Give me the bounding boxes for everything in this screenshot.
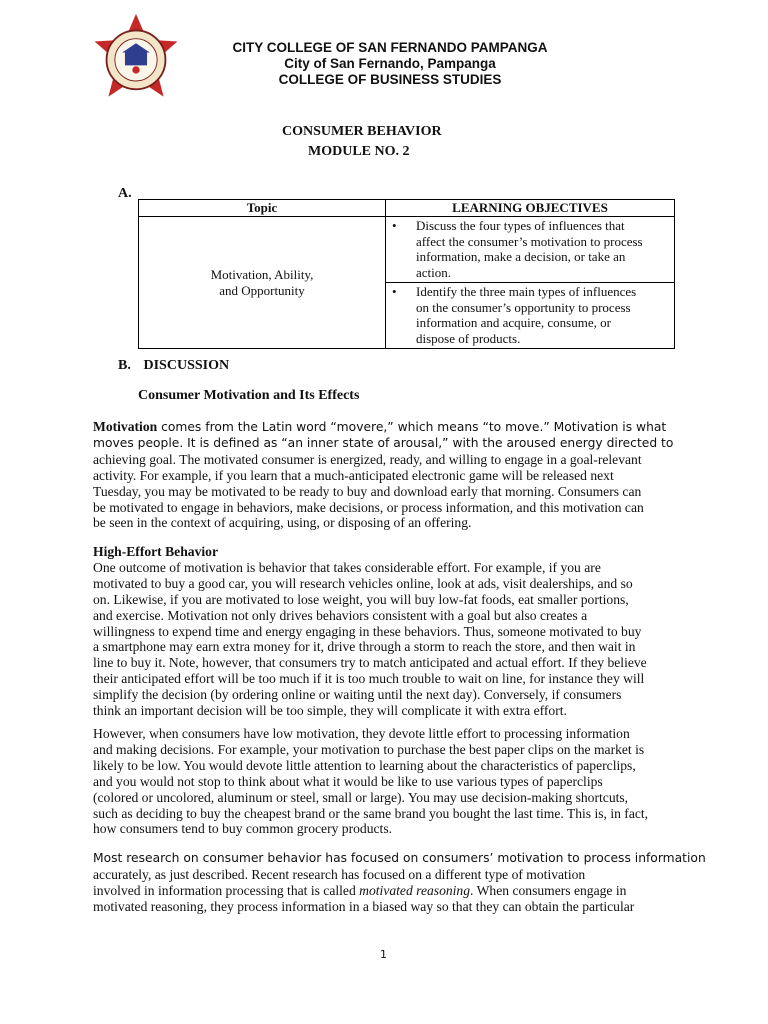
paragraph-line: Tuesday, you may be motivated to be ready to buy and download early that morning. Consumers can (93, 483, 642, 499)
topic-line: and Opportunity (219, 282, 305, 298)
paragraph-line: a smartphone may earn extra money for it, drive through a storm to reach the store, and then wait in (93, 639, 636, 655)
objective-line: information and acquire, consume, or (416, 315, 611, 330)
paragraph-line: their anticipated effort will be too much if it is too much trouble to wait on line, for instance they will (93, 671, 645, 687)
paragraph-line: be motivated to engage in behaviors, make decisions, or process information, and this motivation can (93, 499, 644, 515)
table-header-row (139, 200, 675, 217)
objective-line: Identify the three main types of influences (416, 284, 637, 299)
paragraph-line: activity. For example, if you learn that a much-anticipated electronic game will be released next (93, 467, 614, 483)
objective-cell (386, 217, 675, 283)
section-b-heading (118, 358, 229, 374)
paragraph-line: willingness to expend time and energy engaging in these behaviors. Thus, someone motivated to buy (93, 623, 642, 639)
paragraph-line: . When consumers engage in (470, 882, 627, 898)
term-motivated-reasoning: motivated reasoning (359, 882, 471, 898)
term-motivation: Motivation (93, 419, 158, 434)
paragraph-line: (colored or uncolored, aluminum or steel, small or large). You may use decision-making shortcuts, (93, 789, 629, 805)
paragraph-line: on. Likewise, if you are motivated to lose weight, you will buy low-fat foods, eat smaller portions, (93, 591, 629, 607)
paragraph-line: achieving goal. The motivated consumer is energized, ready, and willing to engage in a goal-relevant (93, 451, 642, 467)
paragraph-line: accurately, as just described. Recent research has focused on a different type of motivation (93, 866, 586, 882)
paragraph-line: simplify the decision (by ordering online or waiting until the next day). Conversely, if consumers (93, 687, 622, 703)
document-header (180, 40, 600, 88)
course-heading (282, 122, 442, 162)
table-row (139, 217, 675, 283)
department-name: COLLEGE OF BUSINESS STUDIES (278, 72, 502, 87)
paragraph-line: However, when consumers have low motivation, they devote little effort to processing information (93, 726, 630, 741)
subheading: Consumer Motivation and Its Effects (138, 388, 360, 403)
objective-cell (386, 283, 675, 349)
section-b-title: DISCUSSION (143, 358, 230, 373)
paragraph-line: motivated reasoning, they process information in a biased way so that they can obtain the particular (93, 898, 635, 914)
objectives-header: LEARNING OBJECTIVES (386, 200, 675, 217)
topic-header: Topic (139, 200, 386, 217)
course-title: CONSUMER BEHAVIOR (282, 124, 442, 139)
college-city: City of San Fernando, Pampanga (284, 56, 496, 71)
paragraph-line: and exercise. Motivation not only drives behaviors consistent with a goal but also creates a (93, 607, 588, 623)
objective-line: Discuss the four types of influences that (416, 218, 625, 233)
paragraph-line: involved in information processing that is called (93, 882, 360, 898)
paragraph-line: how consumers tend to buy common grocery products. (93, 821, 393, 837)
paragraph-motivation (93, 419, 674, 531)
objective-line: dispose of products. (416, 330, 521, 346)
paragraph-low-motivation (93, 726, 668, 837)
section-b-label: B. (118, 358, 131, 373)
paragraph-line: be seen in the context of acquiring, using, or disposing of an offering. (93, 515, 472, 531)
paragraph-line: likely to be low. You would devote little attention to learning about the characteristics of paperclips, (93, 757, 636, 773)
paragraph-line: and you would not stop to think about what it would be like to use various types of paperclips (93, 773, 603, 789)
list-item (390, 218, 670, 280)
page-number: 1 (380, 948, 387, 961)
list-item (390, 284, 670, 346)
high-effort-heading: High-Effort Behavior (93, 544, 218, 559)
objective-line: affect the consumer’s motivation to process (416, 233, 643, 249)
paragraph-line: Most research on consumer behavior has focused on consumers’ motivation to process information (93, 851, 706, 865)
paragraph-line: comes from the Latin word “movere,” which means “to move.” Motivation is what (157, 420, 667, 434)
topic-cell (139, 217, 386, 349)
paragraph-high-effort (93, 544, 668, 719)
paragraph-line: think an important decision will be too simple, they will complicate it with extra effort. (93, 703, 567, 719)
topic-line: Motivation, Ability, (210, 266, 314, 282)
bullet: • (392, 284, 397, 299)
paragraph-line: moves people. It is defined as “an inner state of arousal,” with the aroused energy directed to (93, 435, 674, 450)
objectives-table (138, 199, 675, 349)
module-number: MODULE NO. 2 (308, 144, 410, 159)
college-seal-icon (90, 12, 182, 104)
paragraph-line: One outcome of motivation is behavior that takes considerable effort. For example, if you are (93, 559, 601, 575)
objective-line: action. (416, 264, 452, 280)
bullet: • (392, 218, 397, 233)
section-a-label: A. (118, 186, 132, 201)
paragraph-line: line to buy it. Note, however, that consumers try to match anticipated and actual effort. If they believe (93, 655, 647, 671)
paragraph-motivated-reasoning (93, 851, 706, 915)
college-name: CITY COLLEGE OF SAN FERNANDO PAMPANGA (232, 40, 548, 55)
objective-line: on the consumer’s opportunity to process (416, 299, 631, 315)
paragraph-line: motivated to buy a good car, you will research vehicles online, look at ads, visit dealerships, and so (93, 575, 633, 591)
objective-line: information, make a decision, or take an (416, 249, 626, 264)
paragraph-line: such as deciding to buy the cheapest brand or the same brand you bought the last time. This is, in fact, (93, 805, 649, 821)
paragraph-line: and making decisions. For example, your motivation to purchase the best paper clips on the market is (93, 741, 645, 757)
